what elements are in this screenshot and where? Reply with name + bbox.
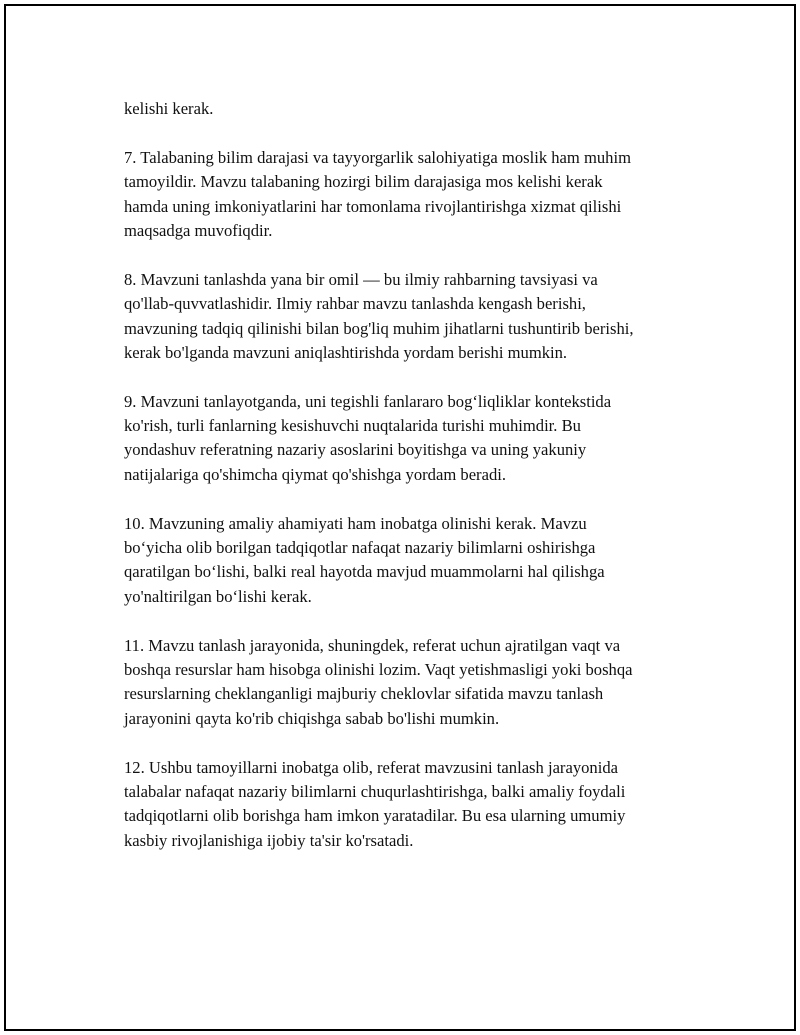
text-line: qo'llab-quvvatlashidir. Ilmiy rahbar mavzu tanlashda kengash berishi, [124, 294, 586, 314]
document-body [124, 97, 714, 878]
text-line: jarayonini qayta ko'rib chiqishga sabab bo'lishi mumkin. [124, 708, 500, 728]
text-line: 11. Mavzu tanlash jarayonida, shuningdek, referat uchun ajratilgan vaqt va [124, 635, 621, 655]
text-line: qaratilgan bo‘lishi, balki real hayotda mavjud muammolarni hal qilishga [124, 562, 605, 582]
text-line: tamoyildir. Mavzu talabaning hozirgi bilim darajasiga mos kelishi kerak [124, 172, 603, 192]
text-line: mavzuning tadqiq qilinishi bilan bog'liq muhim jihatlarni tushuntirib berishi, [124, 318, 634, 338]
text-line: kasbiy rivojlanishiga ijobiy ta'sir ko'rsatadi. [124, 830, 414, 850]
text-line: talabalar nafaqat nazariy bilimlarni chuqurlashtirishga, balki amaliy foydali [124, 781, 626, 801]
paragraph-9 [124, 390, 714, 488]
text-line: 12. Ushbu tamoyillarni inobatga olib, referat mavzusini tanlash jarayonida [124, 757, 618, 777]
paragraph-8 [124, 268, 714, 366]
paragraph-12 [124, 756, 714, 854]
text-line: hamda uning imkoniyatlarini har tomonlama rivojlantirishga xizmat qilishi [124, 196, 622, 216]
text-line: resurslarning cheklanganligi majburiy cheklovlar sifatida mavzu tanlash [124, 684, 604, 704]
text-line: yo'naltirilgan bo‘lishi kerak. [124, 586, 312, 606]
text-line: boshqa resurslar ham hisobga olinishi lozim. Vaqt yetishmasligi yoki boshqa [124, 659, 633, 679]
text-line: tadqiqotlarni olib borishga ham imkon yaratadilar. Bu esa ularning umumiy [124, 806, 626, 826]
paragraph-continuation [124, 97, 714, 121]
paragraph-11 [124, 634, 714, 732]
text-line: kerak bo'lganda mavzuni aniqlashtirishda yordam berishi mumkin. [124, 342, 568, 362]
text-line: yondashuv referatning nazariy asoslarini boyitishga va uning yakuniy [124, 440, 587, 460]
paragraph-7 [124, 146, 714, 244]
paragraph-10 [124, 512, 714, 610]
text-line: 10. Mavzuning amaliy ahamiyati ham inobatga olinishi kerak. Mavzu [124, 513, 587, 533]
text-line: 9. Mavzuni tanlayotganda, uni tegishli fanlararo bog‘liqliklar kontekstida [124, 391, 612, 411]
text-line: natijalariga qo'shimcha qiymat qo'shishga yordam beradi. [124, 464, 507, 484]
page-frame [4, 4, 796, 1031]
text-line: bo‘yicha olib borilgan tadqiqotlar nafaqat nazariy bilimlarni oshirishga [124, 538, 596, 558]
text-line: maqsadga muvofiqdir. [124, 220, 273, 240]
text-line: ko'rish, turli fanlarning kesishuvchi nuqtalarida turishi muhimdir. Bu [124, 416, 581, 436]
text-line: 8. Mavzuni tanlashda yana bir omil — bu ilmiy rahbarning tavsiyasi va [124, 269, 598, 289]
text-line: 7. Talabaning bilim darajasi va tayyorgarlik salohiyatiga moslik ham muhim [124, 147, 631, 167]
text-line: kelishi kerak. [124, 99, 214, 118]
